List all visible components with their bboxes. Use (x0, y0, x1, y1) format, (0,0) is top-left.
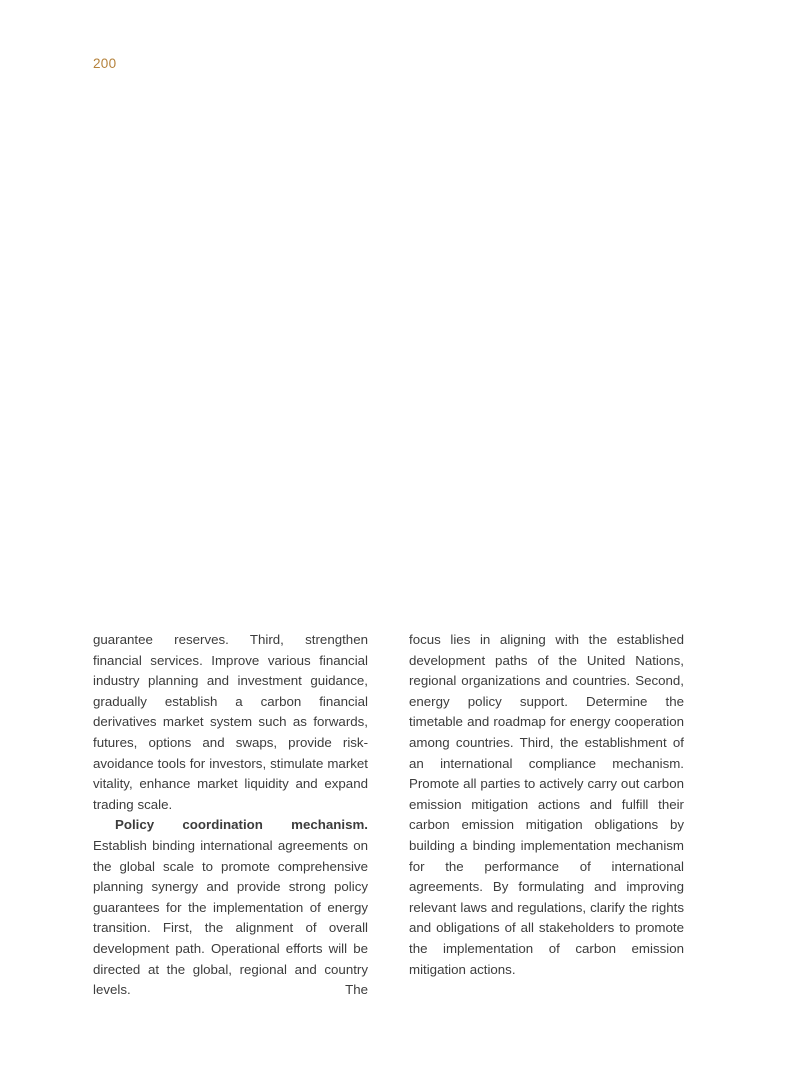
paragraph-international-cooperation: focus lies in aligning with the established development paths of the United Nations, regional organizations and countries. Second, energy policy support. Determine the timetable and roadmap for energy cooperation among countries. Third, the establishment of an international compliance mechanism. Promote all parties to actively carry out carbon emission mitigation actions and fulfill their carbon emission mitigation obligations by building a binding implementation mechanism for the performance of international agreements. By formulating and improving relevant laws and regulations, clarify the rights and obligations of all stakeholders to promote the implementation of carbon emission mitigation actions. (409, 632, 684, 977)
run-in-heading-policy-coordination: Policy coordination mechanism. (115, 817, 368, 833)
paragraph-financial-services: guarantee reserves. Third, strengthen financial services. Improve various financial industry planning and investment guidance, gradually establish a carbon financial derivatives market system such as forwards, futures, options and swaps, provide risk-avoidance tools for investors, stimulate market vitality, enhance market liquidity and expand trading scale. (93, 632, 368, 812)
right-column (409, 630, 684, 1001)
left-column (93, 630, 368, 1001)
text-columns (93, 630, 684, 1001)
paragraph-policy-coordination-body: Establish binding international agreements on the global scale to promote comprehensive planning synergy and provide strong policy guarantees for the implementation of energy transition. First, the alignment of overall development path. Operational efforts will be directed at the global, regional and country levels. The (93, 837, 368, 998)
paragraph-policy-coordination (93, 815, 368, 1000)
page-number: 200 (93, 56, 117, 71)
